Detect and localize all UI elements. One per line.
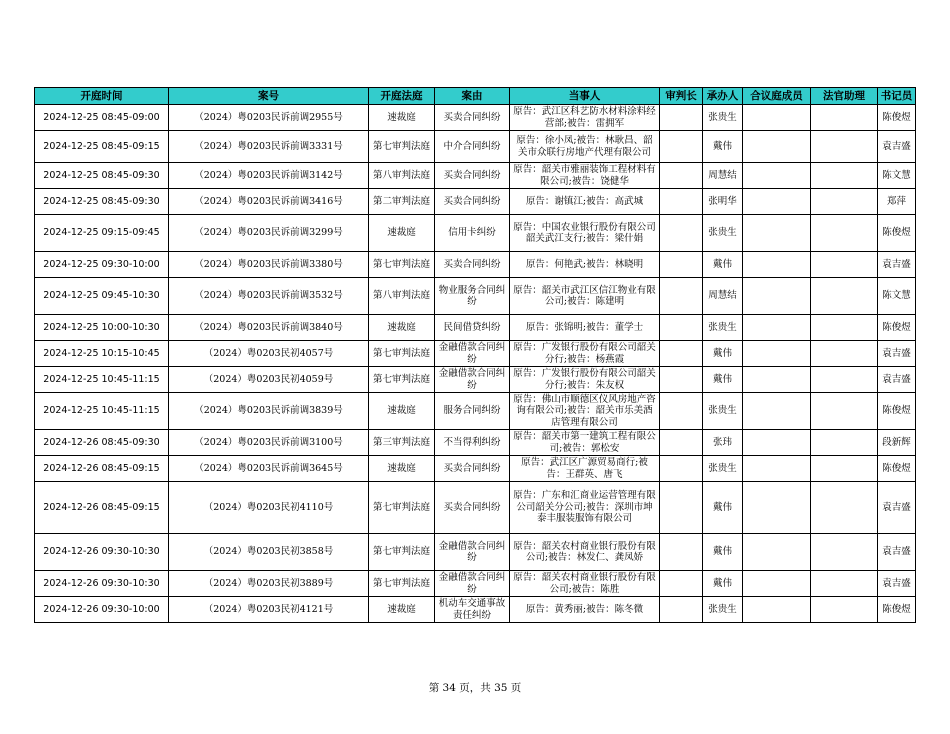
cell-judge-in-charge: 戴伟 <box>703 367 743 393</box>
cell-clerk: 陈俊煜 <box>878 215 916 252</box>
table-row <box>35 367 916 393</box>
table-row <box>35 105 916 131</box>
cell-parties: 原告：韶关市武江区信江物业有限公司;被告：陈建明 <box>510 278 660 315</box>
table-row <box>35 482 916 534</box>
cell-courtroom: 速裁庭 <box>369 105 435 131</box>
cell-judge-assistant <box>811 278 878 315</box>
cell-panel-members <box>743 215 811 252</box>
cell-cause: 不当得利纠纷 <box>435 430 510 456</box>
cell-panel-members <box>743 482 811 534</box>
cell-judge-in-charge: 张贵生 <box>703 456 743 482</box>
cell-courtroom: 第二审判法庭 <box>369 189 435 215</box>
cell-clerk: 袁吉盛 <box>878 252 916 278</box>
cell-clerk: 袁吉盛 <box>878 131 916 163</box>
table-row <box>35 315 916 341</box>
cell-panel-members <box>743 341 811 367</box>
cell-courtroom: 第七审判法庭 <box>369 534 435 571</box>
cell-case-number: （2024）粤0203民诉前调3839号 <box>169 393 369 430</box>
cell-hearing-time: 2024-12-25 08:45-09:15 <box>35 131 169 163</box>
table-row <box>35 163 916 189</box>
cell-parties: 原告：韶关市雅丽装饰工程材料有限公司;被告：饶健华 <box>510 163 660 189</box>
header-judge-in-charge: 承办人 <box>703 88 743 105</box>
cell-hearing-time: 2024-12-25 09:15-09:45 <box>35 215 169 252</box>
cell-parties: 原告：广发银行股份有限公司韶关分行;被告：朱友权 <box>510 367 660 393</box>
cell-judge-assistant <box>811 393 878 430</box>
cell-cause: 买卖合同纠纷 <box>435 252 510 278</box>
cell-clerk: 陈俊煜 <box>878 597 916 623</box>
cell-presiding-judge <box>660 278 703 315</box>
cell-hearing-time: 2024-12-25 10:00-10:30 <box>35 315 169 341</box>
cell-judge-assistant <box>811 252 878 278</box>
cell-cause: 买卖合同纠纷 <box>435 189 510 215</box>
cell-presiding-judge <box>660 315 703 341</box>
table-row <box>35 456 916 482</box>
cell-courtroom: 速裁庭 <box>369 456 435 482</box>
cell-clerk: 袁吉盛 <box>878 367 916 393</box>
cell-hearing-time: 2024-12-25 09:30-10:00 <box>35 252 169 278</box>
table-row <box>35 341 916 367</box>
cell-judge-assistant <box>811 341 878 367</box>
cell-hearing-time: 2024-12-26 09:30-10:30 <box>35 534 169 571</box>
cell-case-number: （2024）粤0203民诉前调3645号 <box>169 456 369 482</box>
cell-panel-members <box>743 131 811 163</box>
cell-presiding-judge <box>660 393 703 430</box>
cell-panel-members <box>743 430 811 456</box>
page-number: 第 34 页，共 35 页 <box>428 682 522 694</box>
cell-clerk: 袁吉盛 <box>878 482 916 534</box>
cell-clerk: 陈俊煜 <box>878 315 916 341</box>
hearing-schedule-table <box>34 87 916 623</box>
cell-case-number: （2024）粤0203民诉前调3100号 <box>169 430 369 456</box>
cell-courtroom: 第三审判法庭 <box>369 430 435 456</box>
cell-clerk: 袁吉盛 <box>878 534 916 571</box>
cell-cause: 服务合同纠纷 <box>435 393 510 430</box>
cell-judge-assistant <box>811 597 878 623</box>
cell-parties: 原告：谢镇江;被告：高武城 <box>510 189 660 215</box>
cell-courtroom: 第八审判法庭 <box>369 163 435 189</box>
cell-parties: 原告：何艳武;被告：林晓明 <box>510 252 660 278</box>
cell-parties: 原告：徐小凤;被告：林耿昌、韶关市众联行房地产代理有限公司 <box>510 131 660 163</box>
cell-judge-in-charge: 戴伟 <box>703 534 743 571</box>
cell-cause: 金融借款合同纠纷 <box>435 341 510 367</box>
cell-cause: 物业服务合同纠纷 <box>435 278 510 315</box>
cell-clerk: 郑萍 <box>878 189 916 215</box>
table-row <box>35 252 916 278</box>
cell-panel-members <box>743 571 811 597</box>
cell-judge-in-charge: 张贵生 <box>703 215 743 252</box>
cell-case-number: （2024）粤0203民诉前调3840号 <box>169 315 369 341</box>
cell-courtroom: 第八审判法庭 <box>369 278 435 315</box>
cell-presiding-judge <box>660 430 703 456</box>
cell-presiding-judge <box>660 482 703 534</box>
cell-hearing-time: 2024-12-25 08:45-09:30 <box>35 189 169 215</box>
cell-judge-assistant <box>811 367 878 393</box>
cell-hearing-time: 2024-12-25 10:15-10:45 <box>35 341 169 367</box>
cell-case-number: （2024）粤0203民初4057号 <box>169 341 369 367</box>
cell-courtroom: 第七审判法庭 <box>369 571 435 597</box>
cell-judge-in-charge: 戴伟 <box>703 341 743 367</box>
cell-cause: 机动车交通事故责任纠纷 <box>435 597 510 623</box>
cell-judge-assistant <box>811 456 878 482</box>
cell-judge-assistant <box>811 430 878 456</box>
cell-panel-members <box>743 367 811 393</box>
cell-panel-members <box>743 393 811 430</box>
cell-judge-in-charge: 张贵生 <box>703 105 743 131</box>
cell-judge-assistant <box>811 571 878 597</box>
cell-case-number: （2024）粤0203民诉前调3142号 <box>169 163 369 189</box>
cell-clerk: 陈俊煜 <box>878 105 916 131</box>
cell-hearing-time: 2024-12-26 09:30-10:00 <box>35 597 169 623</box>
cell-case-number: （2024）粤0203民诉前调3331号 <box>169 131 369 163</box>
cell-presiding-judge <box>660 105 703 131</box>
cell-courtroom: 速裁庭 <box>369 597 435 623</box>
cell-cause: 金融借款合同纠纷 <box>435 367 510 393</box>
cell-presiding-judge <box>660 163 703 189</box>
cell-hearing-time: 2024-12-25 08:45-09:30 <box>35 163 169 189</box>
cell-case-number: （2024）粤0203民诉前调2955号 <box>169 105 369 131</box>
cell-cause: 民间借贷纠纷 <box>435 315 510 341</box>
cell-parties: 原告：韶关农村商业银行股份有限公司;被告：陈胜 <box>510 571 660 597</box>
cell-judge-assistant <box>811 131 878 163</box>
cell-presiding-judge <box>660 252 703 278</box>
cell-case-number: （2024）粤0203民初3858号 <box>169 534 369 571</box>
cell-hearing-time: 2024-12-26 08:45-09:15 <box>35 482 169 534</box>
cell-clerk: 袁吉盛 <box>878 571 916 597</box>
header-clerk: 书记员 <box>878 88 916 105</box>
cell-judge-in-charge: 戴伟 <box>703 571 743 597</box>
cell-hearing-time: 2024-12-26 08:45-09:30 <box>35 430 169 456</box>
cell-parties: 原告：武江区广源贸易商行;被告：王群英、唐飞 <box>510 456 660 482</box>
cell-judge-assistant <box>811 189 878 215</box>
cell-courtroom: 第七审判法庭 <box>369 252 435 278</box>
cell-judge-in-charge: 戴伟 <box>703 252 743 278</box>
table-row <box>35 189 916 215</box>
cell-courtroom: 速裁庭 <box>369 393 435 430</box>
cell-judge-in-charge: 戴伟 <box>703 482 743 534</box>
cell-case-number: （2024）粤0203民初4121号 <box>169 597 369 623</box>
cell-presiding-judge <box>660 534 703 571</box>
cell-judge-assistant <box>811 534 878 571</box>
cell-cause: 买卖合同纠纷 <box>435 163 510 189</box>
cell-presiding-judge <box>660 571 703 597</box>
table-row <box>35 597 916 623</box>
cell-parties: 原告：张锦明;被告：董学士 <box>510 315 660 341</box>
cell-clerk: 袁吉盛 <box>878 341 916 367</box>
cell-presiding-judge <box>660 215 703 252</box>
cell-cause: 信用卡纠纷 <box>435 215 510 252</box>
cell-case-number: （2024）粤0203民诉前调3299号 <box>169 215 369 252</box>
cell-hearing-time: 2024-12-25 08:45-09:00 <box>35 105 169 131</box>
cell-parties: 原告：韶关市第一建筑工程有限公司;被告：郭松安 <box>510 430 660 456</box>
cell-case-number: （2024）粤0203民初4059号 <box>169 367 369 393</box>
cell-panel-members <box>743 597 811 623</box>
cell-cause: 买卖合同纠纷 <box>435 456 510 482</box>
cell-clerk: 段新辉 <box>878 430 916 456</box>
cell-presiding-judge <box>660 597 703 623</box>
cell-case-number: （2024）粤0203民初3889号 <box>169 571 369 597</box>
cell-courtroom: 第七审判法庭 <box>369 367 435 393</box>
cell-parties: 原告：佛山市顺德区仪风房地产咨询有限公司;被告：韶关市乐美酒店管理有限公司 <box>510 393 660 430</box>
cell-case-number: （2024）粤0203民诉前调3532号 <box>169 278 369 315</box>
cell-judge-in-charge: 张贵生 <box>703 315 743 341</box>
cell-hearing-time: 2024-12-25 09:45-10:30 <box>35 278 169 315</box>
cell-courtroom: 速裁庭 <box>369 215 435 252</box>
cell-courtroom: 速裁庭 <box>369 315 435 341</box>
header-hearing-time: 开庭时间 <box>35 88 169 105</box>
cell-judge-in-charge: 张明华 <box>703 189 743 215</box>
cell-panel-members <box>743 252 811 278</box>
cell-parties: 原告：中国农业银行股份有限公司韶关武江支行;被告：梁什娟 <box>510 215 660 252</box>
table-row <box>35 131 916 163</box>
cell-judge-in-charge: 戴伟 <box>703 131 743 163</box>
cell-courtroom: 第七审判法庭 <box>369 131 435 163</box>
cell-presiding-judge <box>660 189 703 215</box>
cell-clerk: 陈文慧 <box>878 278 916 315</box>
table-row <box>35 215 916 252</box>
cell-cause: 金融借款合同纠纷 <box>435 571 510 597</box>
cell-panel-members <box>743 315 811 341</box>
table-row <box>35 430 916 456</box>
header-case-number: 案号 <box>169 88 369 105</box>
cell-clerk: 陈俊煜 <box>878 393 916 430</box>
table-header-row <box>35 88 916 105</box>
cell-judge-assistant <box>811 215 878 252</box>
cell-case-number: （2024）粤0203民诉前调3380号 <box>169 252 369 278</box>
cell-parties: 原告：广发银行股份有限公司韶关分行;被告：杨燕霞 <box>510 341 660 367</box>
header-judge-assistant: 法官助理 <box>811 88 878 105</box>
cell-judge-in-charge: 张贵生 <box>703 597 743 623</box>
cell-hearing-time: 2024-12-25 10:45-11:15 <box>35 367 169 393</box>
cell-judge-assistant <box>811 315 878 341</box>
cell-parties: 原告：武江区科艺防水材料涂料经营部;被告：雷拥军 <box>510 105 660 131</box>
cell-judge-in-charge: 张玮 <box>703 430 743 456</box>
cell-hearing-time: 2024-12-25 10:45-11:15 <box>35 393 169 430</box>
cell-cause: 买卖合同纠纷 <box>435 105 510 131</box>
header-courtroom: 开庭法庭 <box>369 88 435 105</box>
cell-judge-assistant <box>811 163 878 189</box>
cell-judge-assistant <box>811 482 878 534</box>
cell-panel-members <box>743 163 811 189</box>
cell-clerk: 陈文慧 <box>878 163 916 189</box>
cell-judge-in-charge: 周慧结 <box>703 278 743 315</box>
cell-presiding-judge <box>660 131 703 163</box>
cell-presiding-judge <box>660 367 703 393</box>
cell-case-number: （2024）粤0203民初4110号 <box>169 482 369 534</box>
cell-courtroom: 第七审判法庭 <box>369 482 435 534</box>
cell-cause: 金融借款合同纠纷 <box>435 534 510 571</box>
table-row <box>35 393 916 430</box>
cell-panel-members <box>743 278 811 315</box>
cell-parties: 原告：黄秀丽;被告：陈冬微 <box>510 597 660 623</box>
cell-parties: 原告：广东和汇商业运营管理有限公司韶关分公司;被告：深圳市坤泰丰服装服饰有限公司 <box>510 482 660 534</box>
cell-judge-in-charge: 周慧结 <box>703 163 743 189</box>
cell-panel-members <box>743 105 811 131</box>
header-panel-members: 合议庭成员 <box>743 88 811 105</box>
cell-clerk: 陈俊煜 <box>878 456 916 482</box>
header-presiding-judge: 审判长 <box>660 88 703 105</box>
header-parties: 当事人 <box>510 88 660 105</box>
cell-panel-members <box>743 534 811 571</box>
cell-hearing-time: 2024-12-26 09:30-10:30 <box>35 571 169 597</box>
cell-courtroom: 第七审判法庭 <box>369 341 435 367</box>
cell-case-number: （2024）粤0203民诉前调3416号 <box>169 189 369 215</box>
cell-cause: 中介合同纠纷 <box>435 131 510 163</box>
cell-judge-assistant <box>811 105 878 131</box>
header-cause: 案由 <box>435 88 510 105</box>
cell-cause: 买卖合同纠纷 <box>435 482 510 534</box>
cell-hearing-time: 2024-12-26 08:45-09:15 <box>35 456 169 482</box>
table-row <box>35 571 916 597</box>
cell-presiding-judge <box>660 456 703 482</box>
cell-presiding-judge <box>660 341 703 367</box>
cell-judge-in-charge: 张贵生 <box>703 393 743 430</box>
table-row <box>35 278 916 315</box>
cell-panel-members <box>743 456 811 482</box>
cell-parties: 原告：韶关农村商业银行股份有限公司;被告：林发仁、龚凤娇 <box>510 534 660 571</box>
cell-panel-members <box>743 189 811 215</box>
table-row <box>35 534 916 571</box>
